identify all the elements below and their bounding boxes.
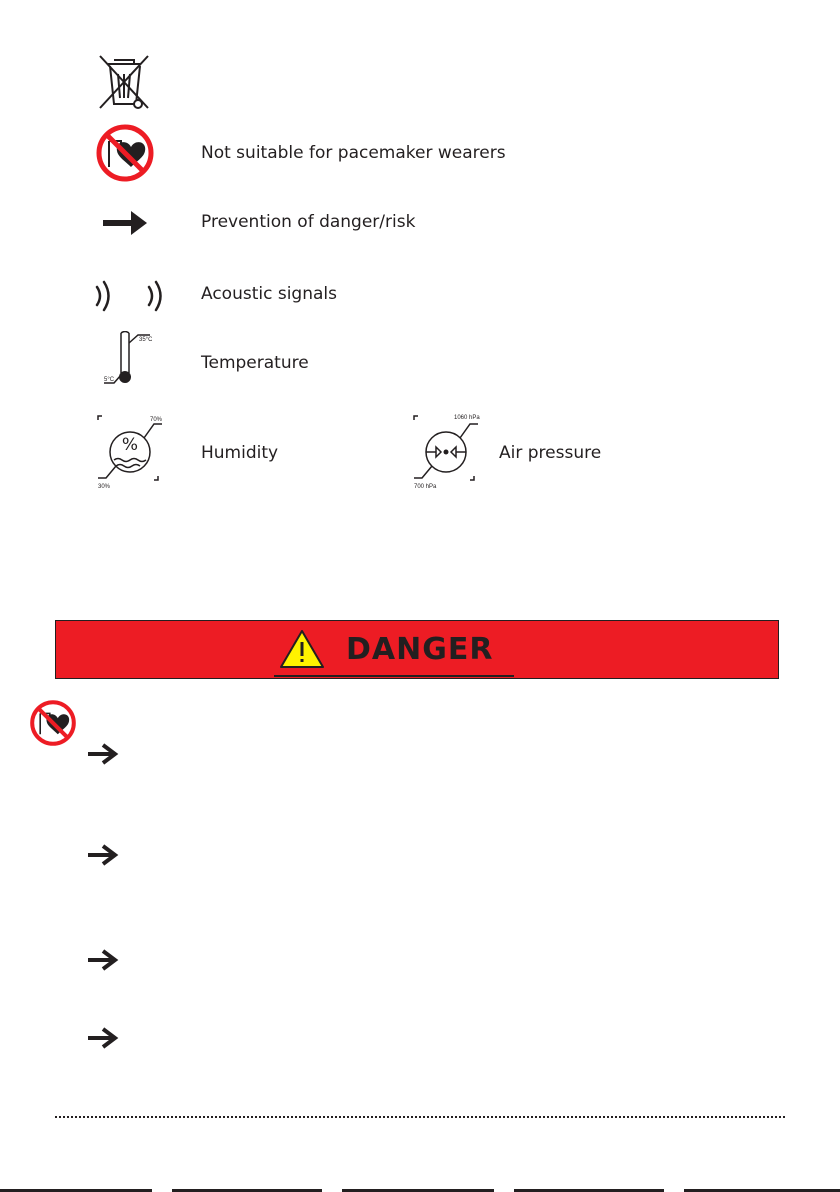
humidity-label: Humidity bbox=[201, 443, 279, 463]
arrow-right-icon bbox=[101, 209, 149, 237]
air-pressure-high-text: 1060 hPa bbox=[454, 415, 480, 421]
pacemaker-label: Not suitable for pacemaker wearers bbox=[201, 143, 506, 163]
no-pacemaker-icon bbox=[95, 123, 155, 183]
acoustic-signal-icon bbox=[94, 279, 170, 313]
air-pressure-icon bbox=[410, 412, 482, 492]
air-pressure-label: Air pressure bbox=[499, 443, 602, 463]
prevention-label: Prevention of danger/risk bbox=[201, 212, 416, 232]
svg-text:%: % bbox=[121, 435, 139, 455]
bullet-arrow-icon bbox=[86, 742, 120, 766]
bullet-arrow-icon bbox=[86, 948, 120, 972]
no-pacemaker-icon bbox=[29, 699, 77, 747]
footer-dotted-rule bbox=[55, 1116, 785, 1118]
humidity-low-text: 30% bbox=[98, 484, 111, 490]
danger-underline bbox=[274, 675, 514, 677]
warning-triangle-icon bbox=[279, 629, 325, 669]
crossed-out-wheelie-bin-icon bbox=[96, 54, 154, 112]
temperature-low-text: 5°C bbox=[104, 377, 115, 383]
humidity-icon bbox=[94, 412, 166, 492]
temperature-high-text: 35°C bbox=[139, 337, 152, 343]
acoustic-label: Acoustic signals bbox=[201, 284, 337, 304]
temperature-label: Temperature bbox=[201, 353, 309, 373]
thermometer-icon bbox=[102, 331, 152, 389]
bullet-arrow-icon bbox=[86, 1026, 120, 1050]
danger-title: DANGER bbox=[346, 632, 494, 667]
bullet-arrow-icon bbox=[86, 843, 120, 867]
humidity-high-text: 70% bbox=[150, 417, 163, 423]
air-pressure-low-text: 700 hPa bbox=[414, 484, 437, 490]
